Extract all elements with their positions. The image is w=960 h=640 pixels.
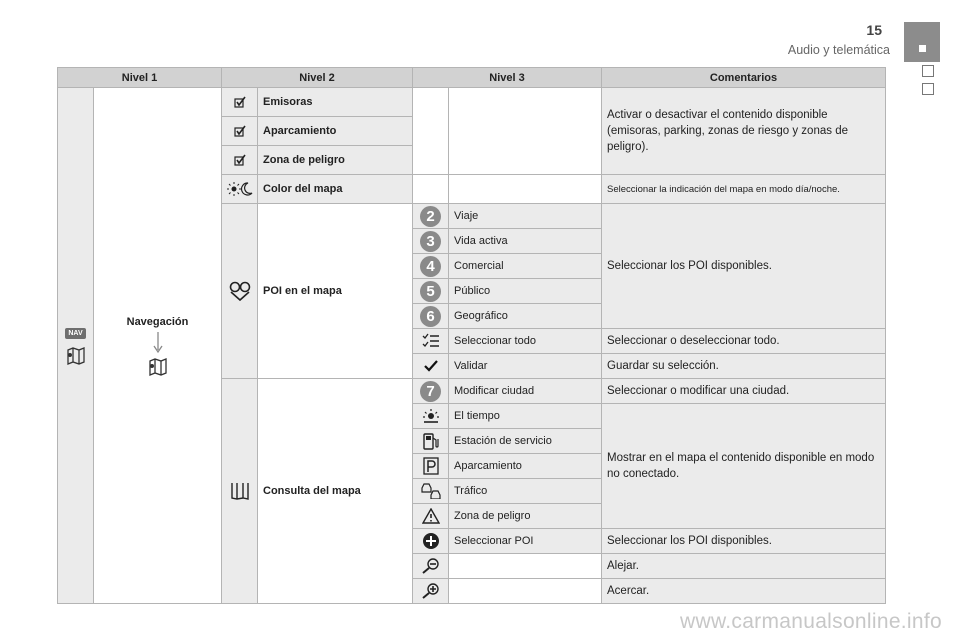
comment-poi: Seleccionar los POI disponibles. — [602, 204, 886, 329]
weather-icon-cell — [413, 404, 449, 429]
select-all-icon[interactable] — [422, 333, 440, 349]
warning-icon-cell — [413, 504, 449, 529]
aparcamiento-label: Aparcamiento — [258, 117, 413, 146]
level1-icon-cell — [58, 88, 94, 604]
checkbox-icon-cell — [222, 117, 258, 146]
checkmark-icon[interactable] — [424, 360, 438, 372]
viaje-label[interactable]: Viaje — [449, 204, 602, 229]
settings-table — [57, 67, 886, 604]
empty-level3-icon — [413, 175, 449, 204]
parking-icon[interactable] — [423, 457, 439, 475]
number-badge-3: 3 — [420, 231, 441, 252]
number-badge-7: 7 — [420, 381, 441, 402]
empty-zoom-out-label — [449, 554, 602, 579]
day-night-icon-cell — [222, 175, 258, 204]
empty-level3-label — [449, 88, 602, 175]
day-night-icon[interactable] — [227, 182, 253, 196]
nav-badge: NAV — [65, 328, 85, 339]
checkbox-icon[interactable] — [234, 154, 246, 166]
plus-circle-icon-cell — [413, 529, 449, 554]
traffic-icon-cell — [413, 479, 449, 504]
book-icon[interactable] — [230, 482, 250, 500]
poi-mapa-label: POI en el mapa — [258, 204, 413, 379]
zona-peligro-label: Zona de peligro — [258, 146, 413, 175]
section-title: Audio y telemática — [787, 43, 890, 57]
number-badge-6: 6 — [420, 306, 441, 327]
badge-5-cell — [413, 279, 449, 304]
side-square-1 — [922, 65, 934, 77]
vida-activa-label[interactable]: Vida activa — [449, 229, 602, 254]
modificar-ciudad-label[interactable]: Modificar ciudad — [449, 379, 602, 404]
badge-7-cell — [413, 379, 449, 404]
color-mapa-label: Color del mapa — [258, 175, 413, 204]
trafico-label[interactable]: Tráfico — [449, 479, 602, 504]
comercial-label[interactable]: Comercial — [449, 254, 602, 279]
poi-icon-cell — [222, 204, 258, 379]
zoom-out-icon-cell — [413, 554, 449, 579]
comment-color: Seleccionar la indicación del mapa en modo día/noche. — [602, 175, 886, 204]
comment-ciudad: Seleccionar o modificar una ciudad. — [602, 379, 886, 404]
side-tab — [904, 22, 940, 62]
checkbox-icon-cell — [222, 88, 258, 117]
comment-activar: Activar o desactivar el contenido disponible (emisoras, parking, zonas de riesgo y zonas de peligro). — [602, 88, 886, 175]
level1-label-cell — [94, 88, 222, 604]
empty-zoom-in-label — [449, 579, 602, 604]
warning-icon[interactable] — [422, 508, 440, 524]
page-number: 15 — [866, 22, 882, 38]
comment-alejar: Alejar. — [602, 554, 886, 579]
empty-level3-icon — [413, 88, 449, 175]
select-all-icon-cell — [413, 329, 449, 354]
map-settings-icon — [148, 358, 168, 376]
zoom-in-icon-cell — [413, 579, 449, 604]
validar-label[interactable]: Validar — [449, 354, 602, 379]
badge-4-cell — [413, 254, 449, 279]
checkbox-icon[interactable] — [234, 125, 246, 137]
publico-label[interactable]: Público — [449, 279, 602, 304]
header-nivel-1: Nivel 1 — [58, 68, 222, 88]
watermark: www.carmanualsonline.info — [680, 610, 942, 633]
comment-todo: Seleccionar o deseleccionar todo. — [602, 329, 886, 354]
map-settings-icon — [66, 347, 86, 365]
badge-3-cell — [413, 229, 449, 254]
number-badge-5: 5 — [420, 281, 441, 302]
comment-validar: Guardar su selección. — [602, 354, 886, 379]
traffic-icon[interactable] — [420, 483, 442, 499]
checkbox-icon[interactable] — [234, 96, 246, 108]
zoom-out-icon[interactable] — [421, 558, 441, 574]
book-icon-cell — [222, 379, 258, 604]
fuel-icon[interactable] — [423, 432, 439, 450]
emisoras-label: Emisoras — [258, 88, 413, 117]
poi-icon[interactable] — [228, 280, 252, 302]
header-nivel-2: Nivel 2 — [222, 68, 413, 88]
badge-2-cell — [413, 204, 449, 229]
number-badge-4: 4 — [420, 256, 441, 277]
header-comentarios: Comentarios — [602, 68, 886, 88]
aparcamiento2-label[interactable]: Aparcamiento — [449, 454, 602, 479]
comment-sel-poi: Seleccionar los POI disponibles. — [602, 529, 886, 554]
side-square-2 — [922, 83, 934, 95]
number-badge-2: 2 — [420, 206, 441, 227]
seleccionar-poi-label[interactable]: Seleccionar POI — [449, 529, 602, 554]
fuel-icon-cell — [413, 429, 449, 454]
comment-mostrar: Mostrar en el mapa el contenido disponible en modo no conectado. — [602, 404, 886, 529]
consulta-mapa-label: Consulta del mapa — [258, 379, 413, 604]
empty-level3-label — [449, 175, 602, 204]
seleccionar-todo-label[interactable]: Seleccionar todo — [449, 329, 602, 354]
zona-peligro2-label[interactable]: Zona de peligro — [449, 504, 602, 529]
navegacion-label: Navegación — [126, 315, 189, 328]
header-nivel-3: Nivel 3 — [413, 68, 602, 88]
estacion-label[interactable]: Estación de servicio — [449, 429, 602, 454]
badge-6-cell — [413, 304, 449, 329]
plus-circle-icon[interactable] — [422, 532, 440, 550]
arrow-down-icon — [153, 332, 163, 354]
checkmark-icon-cell — [413, 354, 449, 379]
tiempo-label[interactable]: El tiempo — [449, 404, 602, 429]
zoom-in-icon[interactable] — [421, 583, 441, 599]
checkbox-icon-cell — [222, 146, 258, 175]
weather-icon[interactable] — [421, 408, 441, 424]
geografico-label[interactable]: Geográfico — [449, 304, 602, 329]
parking-icon-cell — [413, 454, 449, 479]
comment-acercar: Acercar. — [602, 579, 886, 604]
